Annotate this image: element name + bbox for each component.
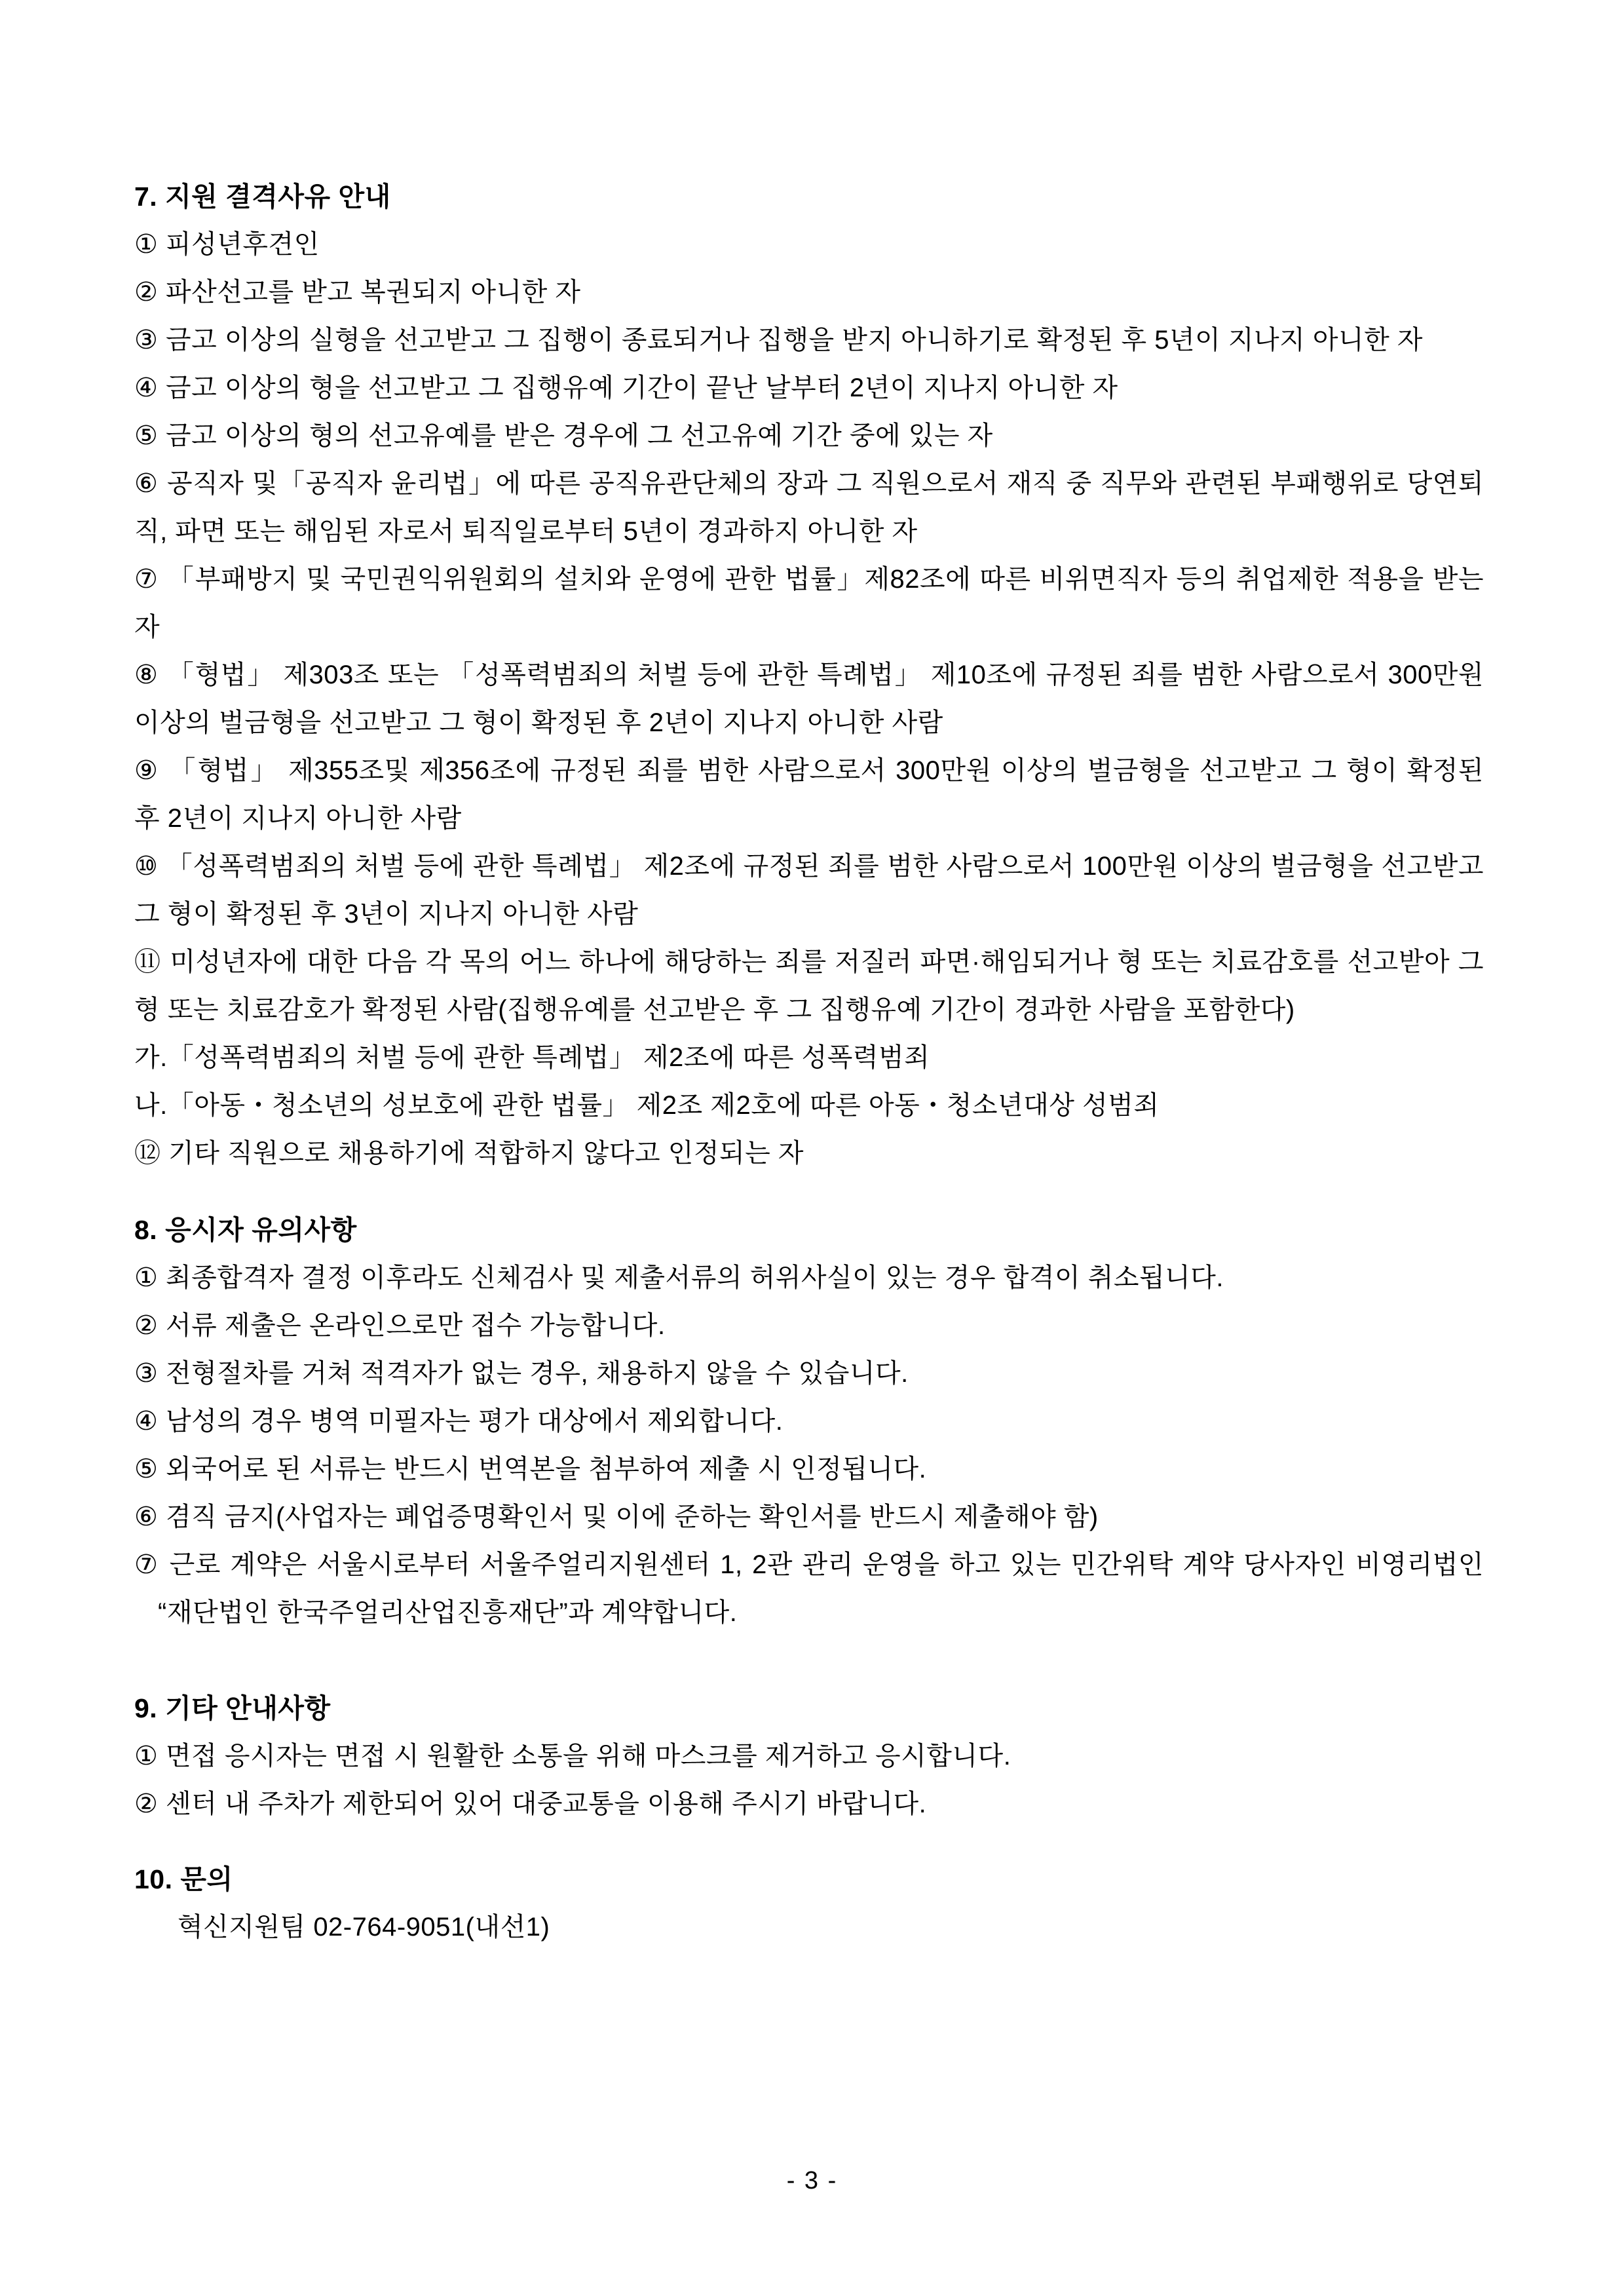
section-7-item-6: ⑥ 공직자 및「공직자 윤리법」에 따른 공직유관단체의 장과 그 직원으로서 재직 중 직무와 관련된 부패행위로 당연퇴직, 파면 또는 해임된 자로서 퇴직일로부터 5년이 경과하지 아니한 자	[134, 469, 1484, 546]
section-7-item-1: ① 피성년후견인	[134, 230, 320, 259]
section-8-item-3: ③ 전형절차를 거쳐 적격자가 없는 경우, 채용하지 않을 수 있습니다.	[134, 1359, 909, 1388]
section-7-item-4: ④ 금고 이상의 형을 선고받고 그 집행유예 기간이 끝난 날부터 2년이 지나지 아니한 자	[134, 373, 1118, 402]
section-8-title: 8. 응시자 유의사항	[134, 1215, 357, 1245]
section-7-item-8: ⑧ 「형법」 제303조 또는 「성폭력범죄의 처벌 등에 관한 특례법」 제10조에 규정된 죄를 범한 사람으로서 300만원 이상의 벌금형을 선고받고 그 형이 확정된 후 2년이 지나지 아니한 사람	[134, 660, 1484, 737]
section-applicant-notes	[134, 1206, 1484, 1637]
section-7-item-10: ⑩ 「성폭력범죄의 처벌 등에 관한 특례법」 제2조에 규정된 죄를 범한 사람으로서 100만원 이상의 벌금형을 선고받고 그 형이 확정된 후 3년이 지나지 아니한 사람	[134, 852, 1484, 928]
section-7-subitem-ga: 가.「성폭력범죄의 처벌 등에 관한 특례법」 제2조에 따른 성폭력범죄	[134, 1043, 930, 1072]
section-8-item-6: ⑥ 겸직 금지(사업자는 폐업증명확인서 및 이에 준하는 확인서를 반드시 제출해야 함)	[134, 1502, 1099, 1531]
section-7-subitem-na: 나.「아동・청소년의 성보호에 관한 법률」 제2조 제2호에 따른 아동・청소년대상 성범죄	[134, 1091, 1160, 1120]
section-7-item-7: ⑦ 「부패방지 및 국민권익위원회의 설치와 운영에 관한 법률」제82조에 따른 비위면직자 등의 취업제한 적용을 받는 자	[134, 565, 1484, 641]
section-7-title: 7. 지원 결격사유 안내	[134, 182, 391, 212]
section-8-item-5: ⑤ 외국어로 된 서류는 반드시 번역본을 첨부하여 제출 시 인정됩니다.	[134, 1455, 927, 1483]
section-other-notices	[134, 1685, 1484, 1828]
section-9-title: 9. 기타 안내사항	[134, 1693, 331, 1723]
section-7-item-9: ⑨ 「형법」 제355조및 제356조에 규정된 죄를 범한 사람으로서 300만원 이상의 벌금형을 선고받고 그 형이 확정된 후 2년이 지나지 아니한 사람	[134, 756, 1484, 833]
section-8-item-2: ② 서류 제출은 온라인으로만 접수 가능합니다.	[134, 1311, 666, 1340]
section-disqualification	[134, 173, 1484, 1177]
section-8-item-4: ④ 남성의 경우 병역 미필자는 평가 대상에서 제외합니다.	[134, 1407, 784, 1436]
section-8-item-7: ⑦ 근로 계약은 서울시로부터 서울주얼리지원센터 1, 2관 관리 운영을 하고 있는 민간위탁 계약 당사자인 비영리법인 “재단법인 한국주얼리산업진흥재단”과 계약합니다.	[134, 1550, 1484, 1627]
page-number: - 3 -	[786, 2167, 838, 2194]
section-10-title: 10. 문의	[134, 1864, 233, 1894]
section-7-item-2: ② 파산선고를 받고 복권되지 아니한 자	[134, 278, 581, 307]
section-7-item-12: ⑫ 기타 직원으로 채용하기에 적합하지 않다고 인정되는 자	[134, 1139, 804, 1168]
section-7-item-5: ⑤ 금고 이상의 형의 선고유예를 받은 경우에 그 선고유예 기간 중에 있는 자	[134, 421, 993, 450]
section-9-item-2: ② 센터 내 주차가 제한되어 있어 대중교통을 이용해 주시기 바랍니다.	[134, 1789, 927, 1818]
section-7-item-11: ⑪ 미성년자에 대한 다음 각 목의 어느 하나에 해당하는 죄를 저질러 파면·해임되거나 형 또는 치료감호를 선고받아 그 형 또는 치료감호가 확정된 사람(집행유예를 선고받은 후 그 집행유예 기간이 경과한 사람을 포함한다)	[134, 947, 1484, 1024]
section-8-item-1: ① 최종합격자 결정 이후라도 신체검사 및 제출서류의 허위사실이 있는 경우 합격이 취소됩니다.	[134, 1263, 1224, 1292]
contact-phone-line: 혁신지원팀 02-764-9051(내선1)	[178, 1913, 550, 1942]
section-7-item-3: ③ 금고 이상의 실형을 선고받고 그 집행이 종료되거나 집행을 받지 아니하기로 확정된 후 5년이 지나지 아니한 자	[134, 326, 1424, 354]
document-body	[134, 173, 1484, 1951]
section-9-item-1: ① 면접 응시자는 면접 시 원활한 소통을 위해 마스크를 제거하고 응시합니다.	[134, 1742, 1011, 1770]
section-contact	[134, 1856, 1484, 1951]
